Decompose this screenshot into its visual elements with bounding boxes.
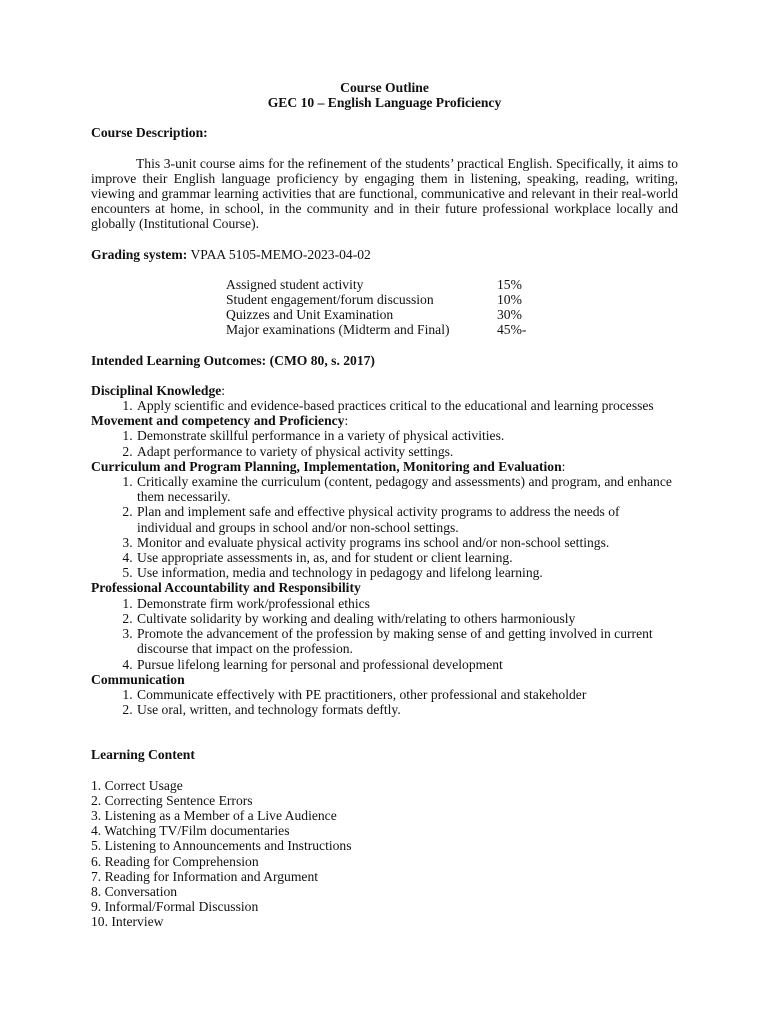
learning-content-item: 2. Correcting Sentence Errors bbox=[91, 792, 253, 808]
outcome-section-title: Communication bbox=[91, 671, 185, 687]
outcome-item: 4. Pursue lifelong learning for personal and professional development bbox=[136, 657, 678, 672]
outcome-item: 5. Use information, media and technology in pedagogy and lifelong learning. bbox=[136, 565, 678, 580]
outcome-section-title: Professional Accountability and Responsibility bbox=[91, 580, 361, 596]
outcome-item: 3. Promote the advancement of the profession by making sense of and getting involved in current discourse that impact on the profession. bbox=[136, 626, 678, 656]
grading-system-label: Grading system: bbox=[91, 246, 188, 262]
outcome-section-title: Curriculum and Program Planning, Implementation, Monitoring and Evaluation: bbox=[91, 458, 566, 474]
outcome-list bbox=[91, 687, 678, 717]
grading-weight: 10% bbox=[497, 292, 522, 308]
grading-system-memo: VPAA 5105-MEMO-2023-04-02 bbox=[190, 246, 371, 262]
outcome-section-title: Disciplinal Knowledge: bbox=[91, 382, 226, 398]
outcome-section-communication bbox=[91, 672, 678, 718]
outcome-item: 2. Plan and implement safe and effective physical activity programs to address the needs of individual and groups in school and/or non-school settings. bbox=[136, 504, 678, 534]
grading-row bbox=[226, 292, 526, 307]
document-subtitle: GEC 10 – English Language Proficiency bbox=[267, 95, 502, 111]
learning-content-heading: Learning Content bbox=[91, 747, 195, 763]
grading-weight: 30% bbox=[497, 307, 522, 323]
outcome-section-accountability bbox=[91, 580, 678, 671]
outcome-item: 1. Apply scientific and evidence-based practices critical to the educational and learning processes bbox=[136, 398, 678, 413]
outcome-item: 2. Use oral, written, and technology formats deftly. bbox=[136, 702, 678, 717]
learning-content-item: 3. Listening as a Member of a Live Audience bbox=[91, 807, 337, 823]
document-title: Course Outline bbox=[340, 80, 429, 95]
outcome-list bbox=[91, 596, 678, 672]
outcome-section-title: Movement and competency and Proficiency: bbox=[91, 413, 349, 429]
grading-item: Assigned student activity bbox=[226, 276, 364, 292]
learning-content-item: 6. Reading for Comprehension bbox=[91, 853, 259, 869]
outcome-item: 1. Demonstrate firm work/professional ethics bbox=[136, 596, 678, 611]
learning-content-item: 8. Conversation bbox=[91, 883, 178, 899]
outcome-list bbox=[91, 398, 678, 413]
outcome-item: 3. Monitor and evaluate physical activity programs ins school and/or non-school settings. bbox=[136, 535, 678, 550]
document-page bbox=[91, 80, 678, 930]
grading-system-line bbox=[91, 247, 678, 262]
grading-item: Major examinations (Midterm and Final) bbox=[226, 322, 450, 338]
grading-item: Quizzes and Unit Examination bbox=[226, 307, 394, 323]
grading-item: Student engagement/forum discussion bbox=[226, 292, 434, 308]
grading-weight: 15% bbox=[497, 276, 522, 292]
learning-content-item: 4. Watching TV/Film documentaries bbox=[91, 823, 290, 839]
learning-content-item: 5. Listening to Announcements and Instructions bbox=[91, 838, 352, 854]
outcome-item: 4. Use appropriate assessments in, as, and for student or client learning. bbox=[136, 550, 678, 565]
outcome-section-curriculum bbox=[91, 459, 678, 581]
grading-row bbox=[226, 307, 526, 322]
learning-content-list bbox=[91, 778, 678, 930]
grading-row bbox=[226, 277, 526, 292]
outcome-item: 2. Adapt performance to variety of physical activity settings. bbox=[136, 444, 678, 459]
learning-content-item: 10. Interview bbox=[91, 914, 164, 930]
learning-content-item: 7. Reading for Information and Argument bbox=[91, 868, 319, 884]
outcome-list bbox=[91, 428, 678, 458]
outcome-list bbox=[91, 474, 678, 580]
learning-content-item: 9. Informal/Formal Discussion bbox=[91, 899, 259, 915]
learning-content-item: 1. Correct Usage bbox=[91, 777, 183, 793]
outcome-item: 1. Communicate effectively with PE practitioners, other professional and stakeholder bbox=[136, 687, 678, 702]
outcome-section-movement bbox=[91, 413, 678, 459]
course-description-heading: Course Description: bbox=[91, 125, 208, 141]
course-description-text: This 3-unit course aims for the refinement of the students’ practical English. Specifically, it aims to improve their English language proficiency by engaging them in listening, speaking, reading, writing, viewing and grammar learning activities that are functional, communicative and relevant in their real-world encounters at home, in school, in the community and in their future professional workplace locally and globally (Institutional Course). bbox=[91, 155, 678, 232]
grading-table bbox=[226, 277, 526, 338]
outcome-item: 2. Cultivate solidarity by working and dealing with/relating to others harmoniously bbox=[136, 611, 678, 626]
grading-row bbox=[226, 322, 526, 337]
outcome-item: 1. Critically examine the curriculum (content, pedagogy and assessments) and program, and enhance them necessarily. bbox=[136, 474, 678, 504]
grading-weight: 45%- bbox=[497, 322, 527, 338]
learning-outcomes-heading: Intended Learning Outcomes: (CMO 80, s. 2017) bbox=[91, 352, 375, 368]
outcome-section-disciplinal bbox=[91, 383, 678, 413]
outcome-item: 1. Demonstrate skillful performance in a variety of physical activities. bbox=[136, 428, 678, 443]
